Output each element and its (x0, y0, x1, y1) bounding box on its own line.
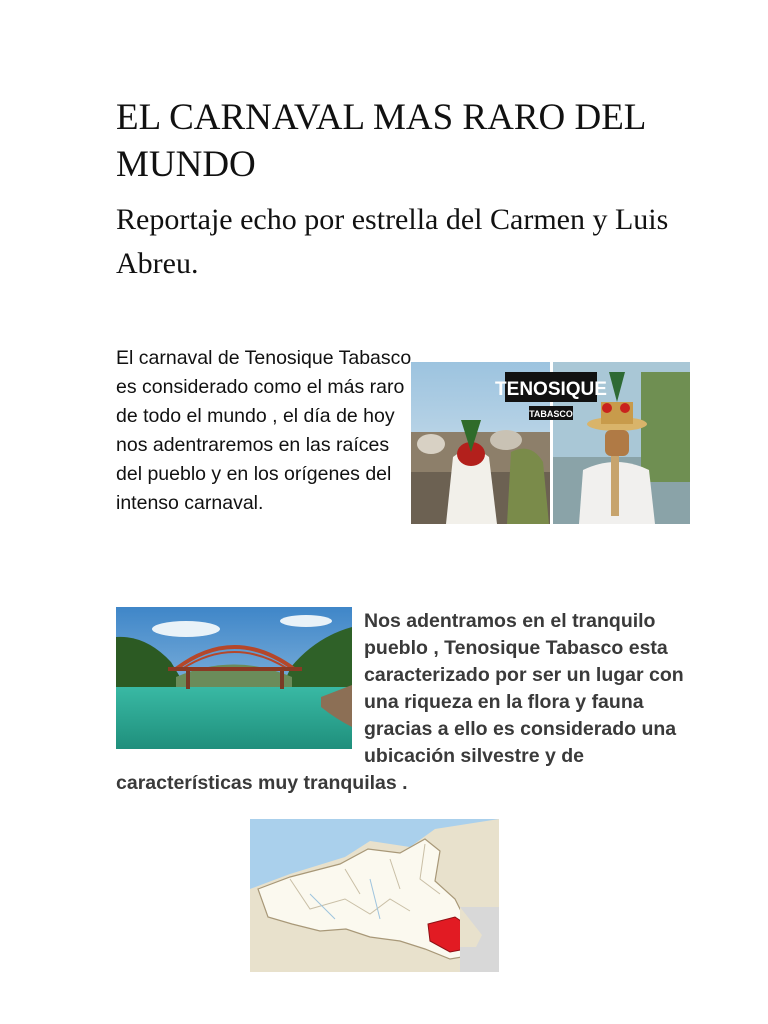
banner-text: TENOSIQUE (495, 379, 607, 400)
banner-subtext: TABASCO (529, 409, 573, 419)
document-title: EL CARNAVAL MAS RARO DEL MUNDO (116, 97, 646, 185)
carnival-photo (411, 362, 690, 524)
intro-paragraph: El carnaval de Tenosique Tabasco es considerado como el más raro de todo el mundo , el día de hoy nos adentraremos en las raíces del pueblo y en los orígenes del intenso carnaval. (116, 347, 412, 514)
tabasco-map (250, 819, 499, 972)
town-paragraph (116, 608, 712, 797)
town-paragraph-text: Nos adentramos en el tranquilo pueblo , Tenosique Tabasco esta caracterizado por ser un lugar con una riqueza en la flora y fauna gracias a ello es considerado una ubicación silvestre y de características muy tranquilas . (116, 610, 684, 794)
image-float-spacer (116, 608, 364, 768)
document-subtitle: Reportaje echo por estrella del Carmen y Luis Abreu. (116, 203, 669, 280)
